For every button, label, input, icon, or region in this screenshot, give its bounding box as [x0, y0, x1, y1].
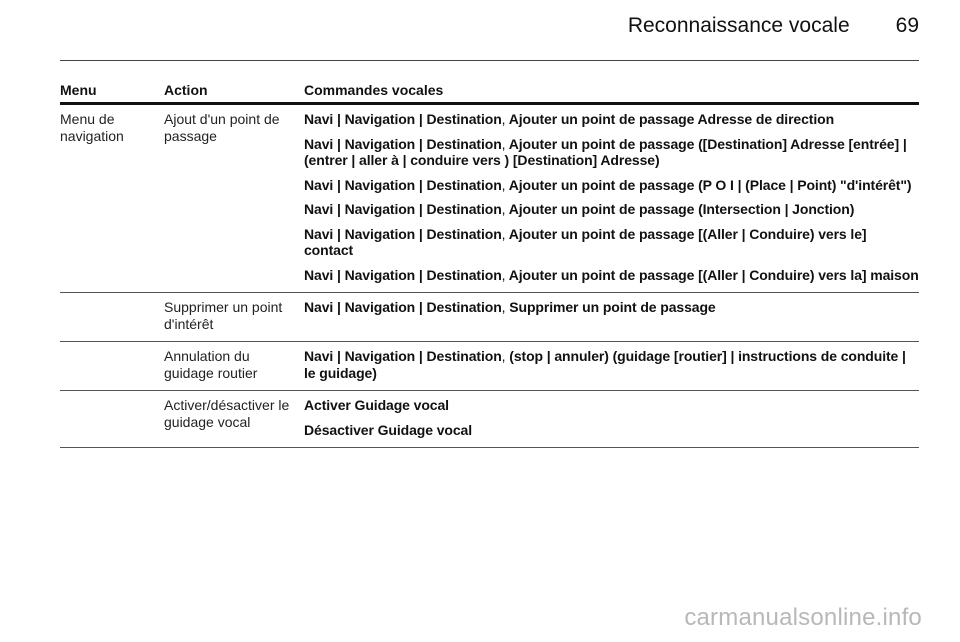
menu-cell-empty: [60, 342, 164, 391]
command-separator: ,: [501, 299, 506, 315]
commands-cell: [304, 104, 919, 293]
command-text: (stop | annuler) (guidage [routier] | instructions de conduite | le guidage): [304, 348, 906, 381]
table-row: [60, 391, 919, 448]
action-cell: Annulation du guidage routier: [164, 342, 304, 391]
command-prefix: Navi | Navigation | Destination: [304, 135, 502, 152]
command-prefix: Navi | Navigation | Destination: [304, 225, 502, 242]
voice-command: [304, 348, 919, 381]
voice-command: [304, 226, 919, 259]
voice-command: [304, 267, 919, 284]
command-separator: ,: [501, 111, 506, 127]
watermark: carmanualsonline.info: [684, 604, 922, 631]
page-title: Reconnaissance vocale: [627, 14, 850, 37]
command-prefix: Désactiver Guidage vocal: [304, 421, 473, 438]
menu-cell: Menu de navigation: [60, 104, 164, 293]
command-separator: ,: [501, 176, 506, 193]
action-cell: Activer/désactiver le guidage vocal: [164, 391, 304, 448]
command-text: Ajouter un point de passage (P O I | (Place | Point) "d'intérêt"): [505, 176, 912, 193]
command-text: Ajouter un point de passage Adresse de direction: [505, 111, 835, 127]
command-text: Supprimer un point de passage: [505, 299, 716, 315]
column-header-commands: Commandes vocales: [304, 80, 919, 104]
action-cell: Supprimer un point d'intérêt: [164, 293, 304, 342]
header-divider: [60, 60, 919, 61]
command-prefix: Navi | Navigation | Destination: [304, 176, 502, 193]
voice-commands-table: [60, 80, 919, 448]
voice-command: [304, 422, 919, 439]
command-prefix: Activer Guidage vocal: [304, 397, 449, 413]
command-text: Ajouter un point de passage [(Aller | Conduire) vers le] contact: [304, 225, 867, 258]
commands-cell: [304, 342, 919, 391]
voice-command: [304, 397, 919, 414]
command-text: Ajouter un point de passage [(Aller | Conduire) vers la] maison: [505, 266, 919, 283]
command-prefix: Navi | Navigation | Destination: [304, 348, 502, 364]
table-header-row: [60, 80, 919, 104]
table-row: [60, 342, 919, 391]
command-separator: ,: [501, 225, 506, 242]
page-number: 69: [895, 14, 919, 37]
voice-command: [304, 136, 919, 169]
command-separator: ,: [501, 135, 506, 152]
menu-cell-empty: [60, 293, 164, 342]
command-separator: ,: [501, 201, 506, 217]
menu-cell-empty: [60, 391, 164, 448]
column-header-menu: Menu: [60, 80, 164, 104]
voice-command: [304, 177, 919, 194]
column-header-action: Action: [164, 80, 304, 104]
table-row: [60, 104, 919, 293]
command-prefix: Navi | Navigation | Destination: [304, 266, 502, 283]
voice-command: [304, 201, 919, 218]
voice-command: [304, 111, 919, 128]
command-prefix: Navi | Navigation | Destination: [304, 111, 502, 127]
command-separator: ,: [501, 266, 506, 283]
command-separator: ,: [501, 348, 506, 364]
voice-command: [304, 299, 919, 316]
commands-cell: [304, 293, 919, 342]
page-header: [60, 14, 919, 38]
commands-cell: [304, 391, 919, 448]
action-cell: Ajout d'un point de passage: [164, 104, 304, 293]
command-prefix: Navi | Navigation | Destination: [304, 201, 502, 217]
command-text: Ajouter un point de passage (Intersection | Jonction): [505, 201, 855, 217]
command-prefix: Navi | Navigation | Destination: [304, 299, 502, 315]
table-row: [60, 293, 919, 342]
command-text: Ajouter un point de passage ([Destination] Adresse [entrée] | (entrer | aller à | conduire vers ) [Destination] Adresse): [304, 135, 907, 168]
